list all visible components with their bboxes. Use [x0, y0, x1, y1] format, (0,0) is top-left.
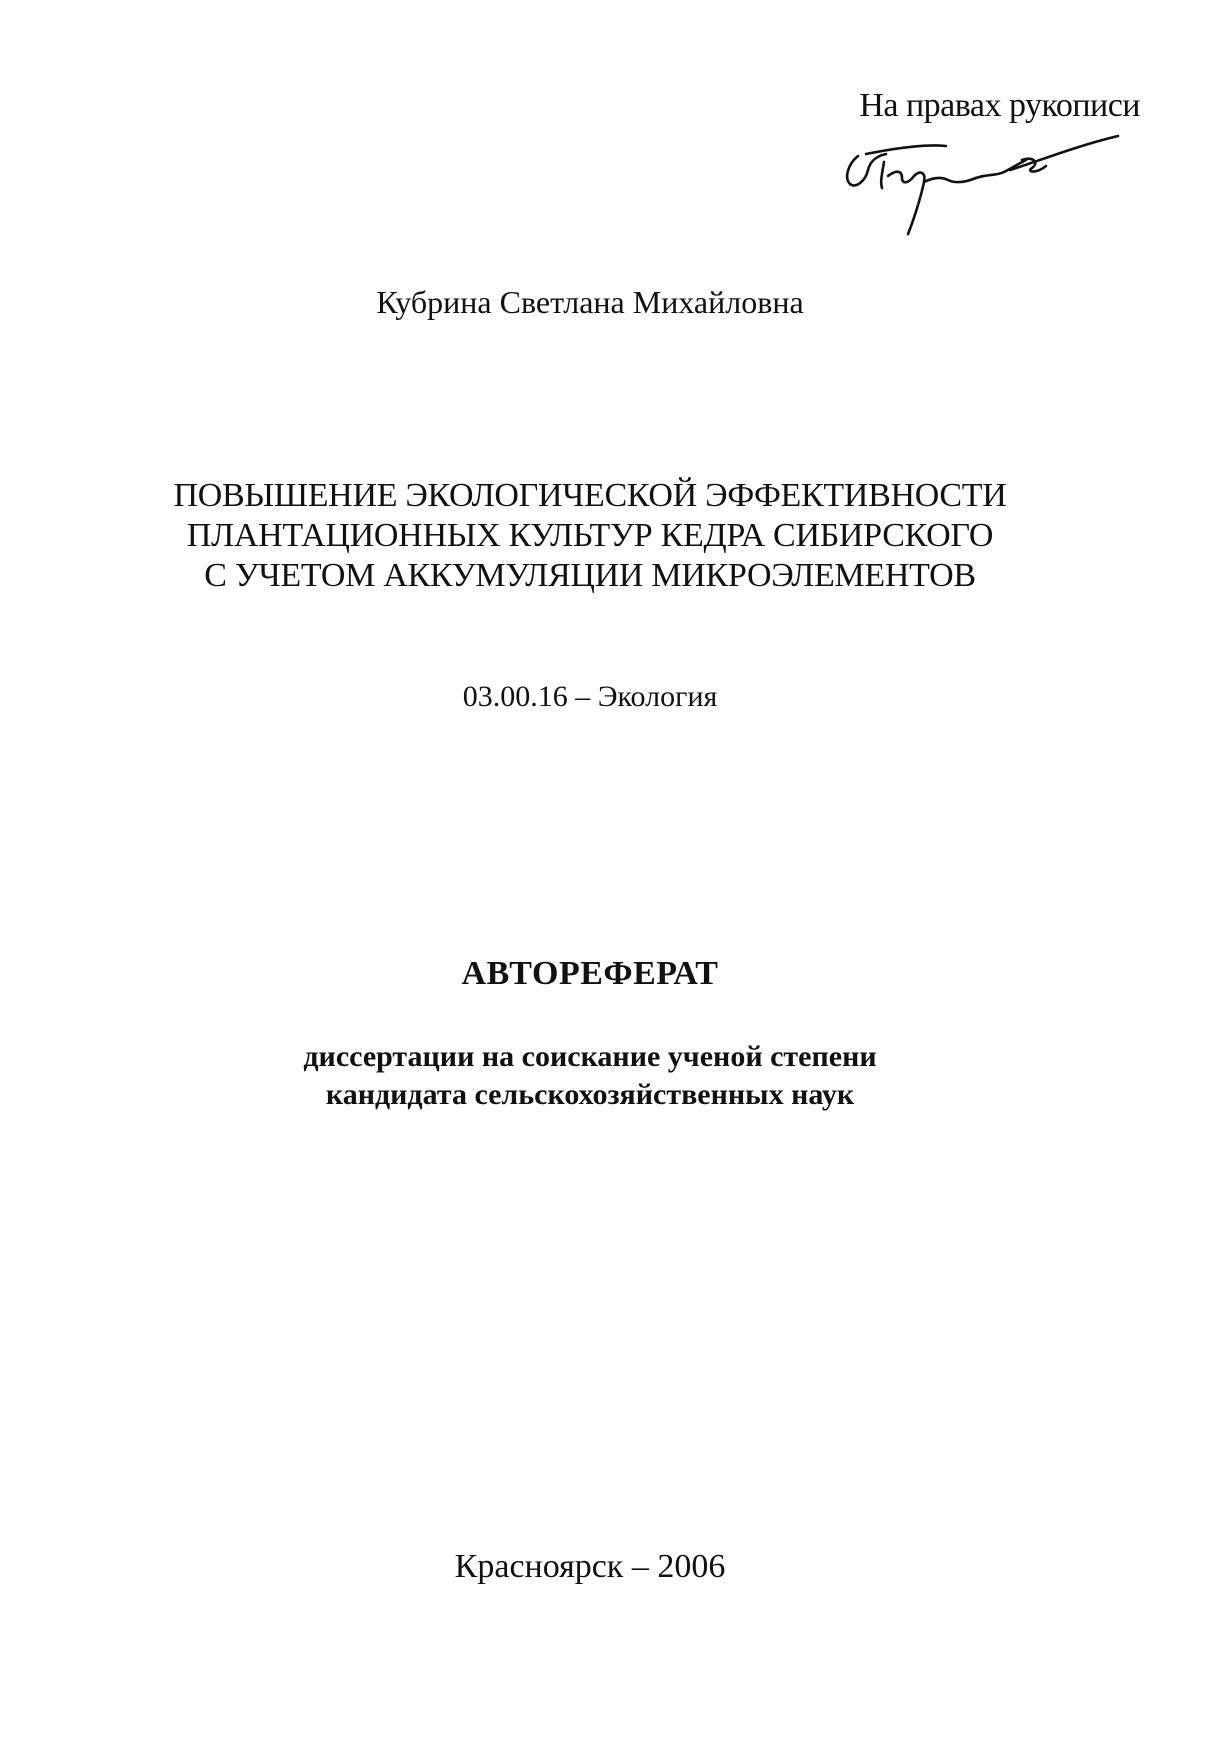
title-line: ПЛАНТАЦИОННЫХ КУЛЬТУР КЕДРА СИБИРСКОГО	[186, 517, 994, 554]
purpose-line: кандидата сельскохозяйственных наук	[325, 1078, 855, 1111]
title-line: ПОВЫШЕНИЕ ЭКОЛОГИЧЕСКОЙ ЭФФЕКТИВНОСТИ	[173, 477, 1007, 514]
document-type: АВТОРЕФЕРАТ	[461, 955, 719, 992]
manuscript-note: На правах рукописи	[859, 87, 1140, 124]
handwritten-signature	[836, 126, 1136, 241]
city-year: Красноярск – 2006	[454, 1548, 726, 1585]
specialty-code: 03.00.16 – Экология	[462, 680, 718, 713]
purpose-line: диссертации на соискание ученой степени	[303, 1040, 877, 1073]
title-line: С УЧЕТОМ АККУМУЛЯЦИИ МИКРОЭЛЕМЕНТОВ	[204, 557, 976, 594]
dissertation-title	[0, 476, 1180, 596]
author-name: Кубрина Светлана Михайловна	[376, 284, 804, 320]
degree-purpose	[0, 1038, 1180, 1114]
